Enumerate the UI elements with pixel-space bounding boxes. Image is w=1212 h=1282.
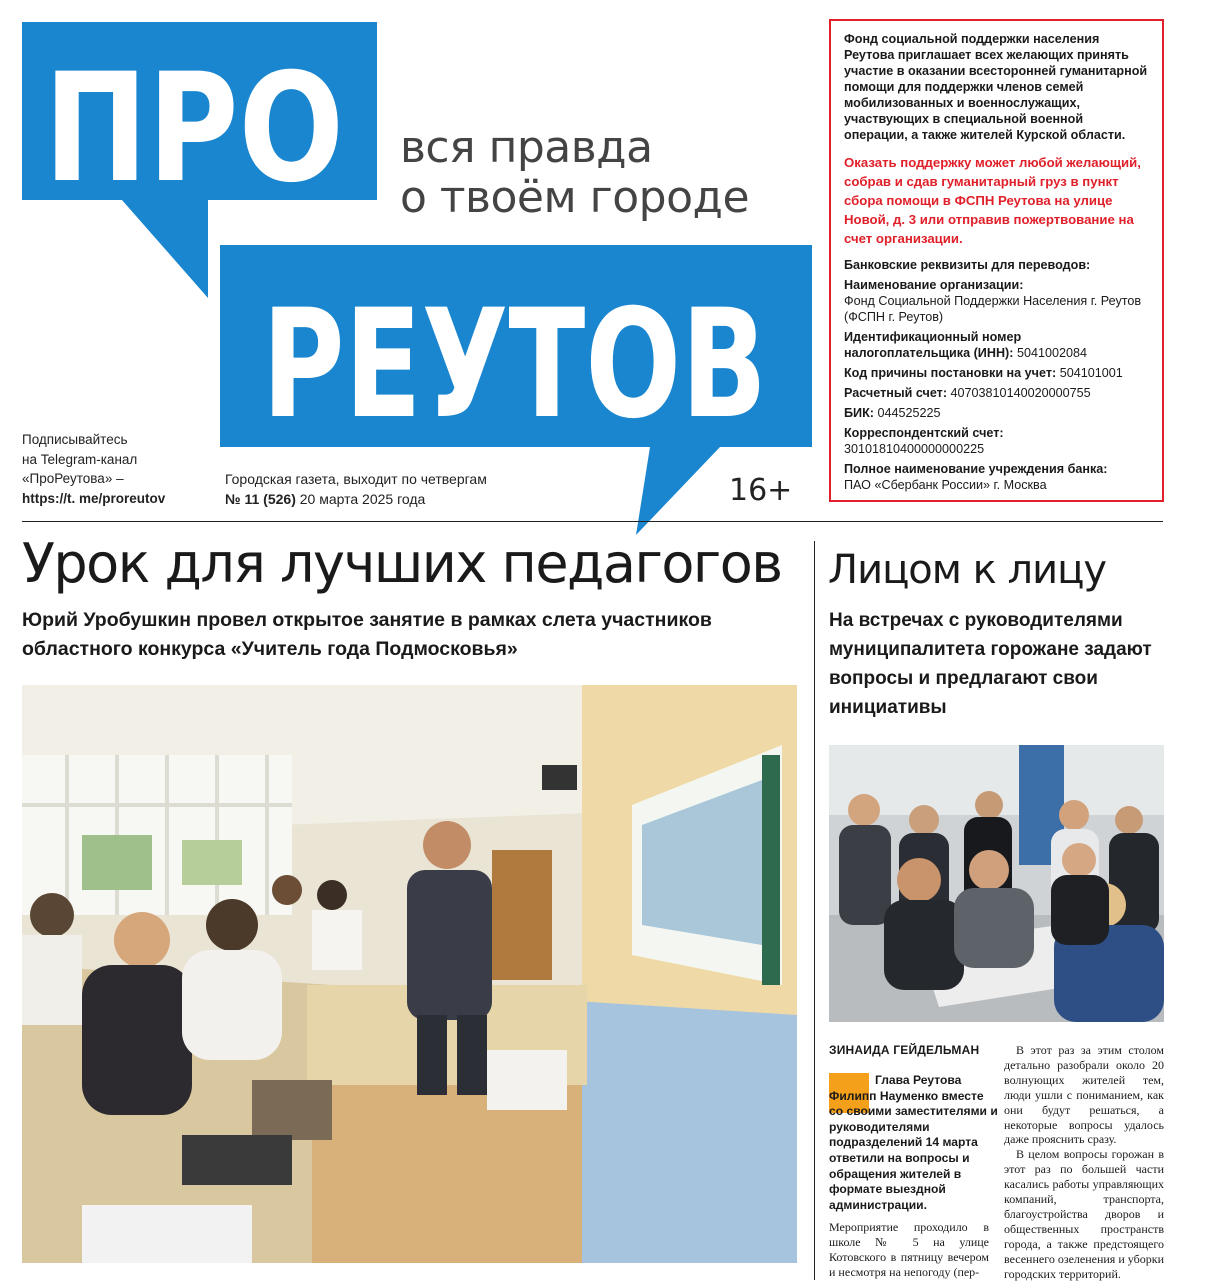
main-subhead: Юрий Уробушкин провел открытое занятие в рамках слета участников областного конкурса «Учитель года Подмосковья» <box>22 609 712 660</box>
issue-date: 20 марта 2025 года <box>299 491 426 507</box>
main-headline[interactable]: Урок для лучших педагогов <box>22 532 782 595</box>
bank-row-value: Фонд Социальной Поддержки Населения г. Реутов (ФСПН г. Реутов) <box>844 294 1142 324</box>
side-column-1: Мероприятие проходило в школе № 5 на улице Котовского в пятницу вечером и несмотря на непогоду (пер- <box>829 1220 989 1279</box>
side-subhead: На встречах с руководителями муниципалитета горожане задают вопросы и предлагают свои инициативы <box>829 610 1152 718</box>
bank-row-name <box>844 277 1149 325</box>
tagline-line-2: о твоём городе <box>400 172 750 223</box>
bank-row-label: Идентификационный номер налогоплательщика (ИНН): <box>844 330 1022 360</box>
bank-row-value: 504101001 <box>1059 366 1123 380</box>
bank-row-value: 30101810400000000225 <box>844 442 985 456</box>
tagline <box>400 123 749 223</box>
side-lead: Глава Реутова Филипп Науменко вместе со своими заместителями и руководителями подразделений 14 марта ответили на вопросы и обращения жителей в формате выездной администрации. <box>829 1073 998 1212</box>
bank-row-label: Полное наименование учреждения банка: <box>844 462 1108 476</box>
bank-row-inn <box>844 329 1149 361</box>
notice-call: Оказать поддержку может любой желающий, собрав и сдав гуманитарный груз в пункт сбора помощи в ФСПН Реутова на улице Новой, д. 3 или отправив пожертвование на счет организации. <box>844 155 1141 246</box>
side-column-2-paragraph-1: В этот раз за этим столом детально разобрали около 20 волнующих жителей тем, люди ушли с пониманием, как они будут решаться, а некоторые вопросы удалось даже прояснить сразу. <box>1004 1043 1164 1147</box>
bank-row-value: 40703810140020000755 <box>950 386 1091 400</box>
meeting-photo <box>829 745 1164 1022</box>
author-byline: ЗИНАИДА ГЕЙДЕЛЬМАН <box>829 1043 980 1057</box>
bank-details-title: Банковские реквизиты для переводов: <box>844 258 1091 272</box>
bank-row-bik <box>844 405 1149 421</box>
bank-row-label: Расчетный счет: <box>844 386 948 400</box>
age-rating: 16+ <box>729 473 793 508</box>
classroom-photo <box>22 685 797 1263</box>
bank-row-bank <box>844 461 1149 493</box>
subscribe-line-3: «ПроРеутова» – <box>22 471 124 486</box>
bank-row-label: Корреспондентский счет: <box>844 426 1004 440</box>
bank-row-value: ПАО «Сбербанк России» г. Москва <box>844 478 1047 492</box>
side-headline[interactable]: Лицом к лицу <box>828 547 1106 593</box>
masthead-divider <box>22 521 1163 522</box>
fund-notice <box>829 19 1164 502</box>
telegram-subscribe <box>22 430 212 508</box>
bank-row-label: Наименование организации: <box>844 278 1024 292</box>
telegram-link[interactable]: https://t. me/proreutov <box>22 490 166 506</box>
bank-row-kpp <box>844 365 1149 381</box>
issue-description: Городская газета, выходит по четвергам <box>225 471 487 487</box>
bank-row-corr <box>844 425 1149 457</box>
bank-row-value: 5041002084 <box>1016 346 1087 360</box>
bank-row-account <box>844 385 1149 401</box>
notice-intro: Фонд социальной поддержки населения Реутова приглашает всех желающих принять участие в оказании всесторонней гуманитарной помощи для поддержки членов семей мобилизованных и военнослужащих, участвующих в специальной военной операции, а также жителей Курской области. <box>844 32 1148 142</box>
bank-row-label: Код причины постановки на учет: <box>844 366 1057 380</box>
bank-row-label: БИК: <box>844 406 874 420</box>
issue-number: № 11 (526) <box>225 491 296 507</box>
tagline-line-1: вся правда <box>400 122 653 173</box>
logo-bottom-text: РЕУТОВ <box>262 278 767 452</box>
subscribe-line-2: на Telegram-канал <box>22 451 138 467</box>
logo-top-text: ПРО <box>44 42 344 216</box>
subscribe-line-1: Подписывайтесь <box>22 432 128 447</box>
side-column-2-paragraph-2: В целом вопросы горожан в этот раз по большей части касались работы управляющих компаний, транспорта, благоустройства дворов и общественных пространств города, а также предстоящего весеннего озеленения и уборки городских территорий. <box>1004 1147 1164 1281</box>
column-divider <box>814 541 815 1280</box>
issue-info <box>225 469 487 509</box>
bank-row-value: 044525225 <box>877 406 941 420</box>
side-column-2 <box>1004 1043 1164 1282</box>
